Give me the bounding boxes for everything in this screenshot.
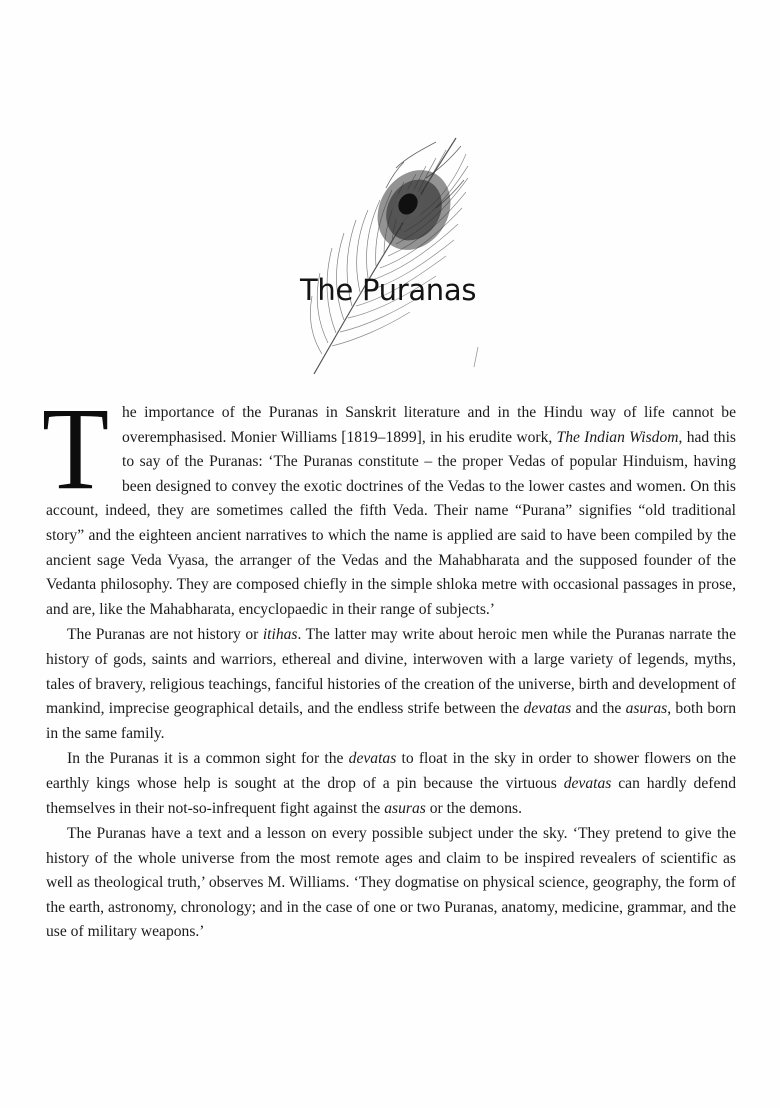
italic-term: devatas — [348, 750, 397, 768]
paragraph-3 — [46, 747, 736, 821]
text-segment: to float in the sky in order to shower flowers on the earthly kings whose help is sought at the drop of a pin because the virtuous — [46, 750, 736, 792]
text-segment: and the — [571, 700, 626, 718]
italic-term: itihas — [262, 626, 298, 644]
body-text — [42, 383, 736, 945]
page-title: The Puranas — [300, 273, 477, 307]
text-segment: can hardly defend themselves in their not-so-infrequent fight against the — [46, 774, 736, 817]
italic-term: asuras — [384, 799, 426, 817]
drop-cap: T — [42, 383, 110, 514]
italic-term: asuras — [625, 700, 668, 718]
peacock-feather-icon — [296, 128, 486, 378]
italic-term: devatas — [523, 700, 572, 718]
text-segment: In the Puranas it is a common sight for the — [67, 750, 349, 768]
text-segment: The Puranas have a text and a lesson on every possible subject under the sky. ‘They pretend to give the history of the whole universe from the most remote ages and claim to be inspired revealers of scientific as well as theological truth,’ observes M. Williams. ‘They dogmatise on physical science, geography, the form of the earth, astronomy, chronology; and in the case of one or two Puranas, anatomy, medicine, grammar, and the use of military weapons.’ — [46, 825, 736, 941]
book-title: The Indian Wisdom — [556, 428, 679, 446]
italic-term: devatas — [563, 774, 612, 792]
paragraph-4 — [46, 822, 736, 945]
text-segment: , both born in the same family. — [46, 700, 736, 742]
stray-mark-icon — [472, 346, 480, 368]
text-segment: , had this to say of the Puranas: ‘The Puranas constitute – the proper Vedas of popular Hinduism, having been designed to convey the exotic doctrines of the Vedas to the lower castes and women. On this account, indeed, they are sometimes called the fifth Veda. Their name “Purana” signifies “old traditional story” and the eighteen ancient narratives to which the name is applied are said to have been compiled by the ancient sage Veda Vyasa, the arranger of the Vedas and the Mahabharata and the supposed founder of the Vedanta philosophy. They are composed chiefly in the simple shloka metre with occasional passages in prose, and are, like the Mahabharata, encyclopaedic in their range of subjects.’ — [46, 428, 736, 618]
text-segment: . The latter may write about heroic men while the Puranas narrate the history of gods, saints and warriors, ethereal and divine, interwoven with a large variety of legends, myths, tales of bravery, religious teachings, fanciful histories of the creation of the universe, birth and development of mankind, imprecise geographical details, and the endless strife between the — [46, 626, 736, 718]
text-segment: The Puranas are not history or — [67, 626, 263, 644]
text-segment: he importance of the Puranas in Sanskrit literature and in the Hindu way of life cannot be overemphasised. Monier Williams [1819–1899], in his erudite work, — [122, 404, 736, 446]
text-segment: or the demons. — [425, 799, 522, 817]
paragraph-1 — [42, 383, 736, 622]
paragraph-2 — [46, 623, 736, 746]
